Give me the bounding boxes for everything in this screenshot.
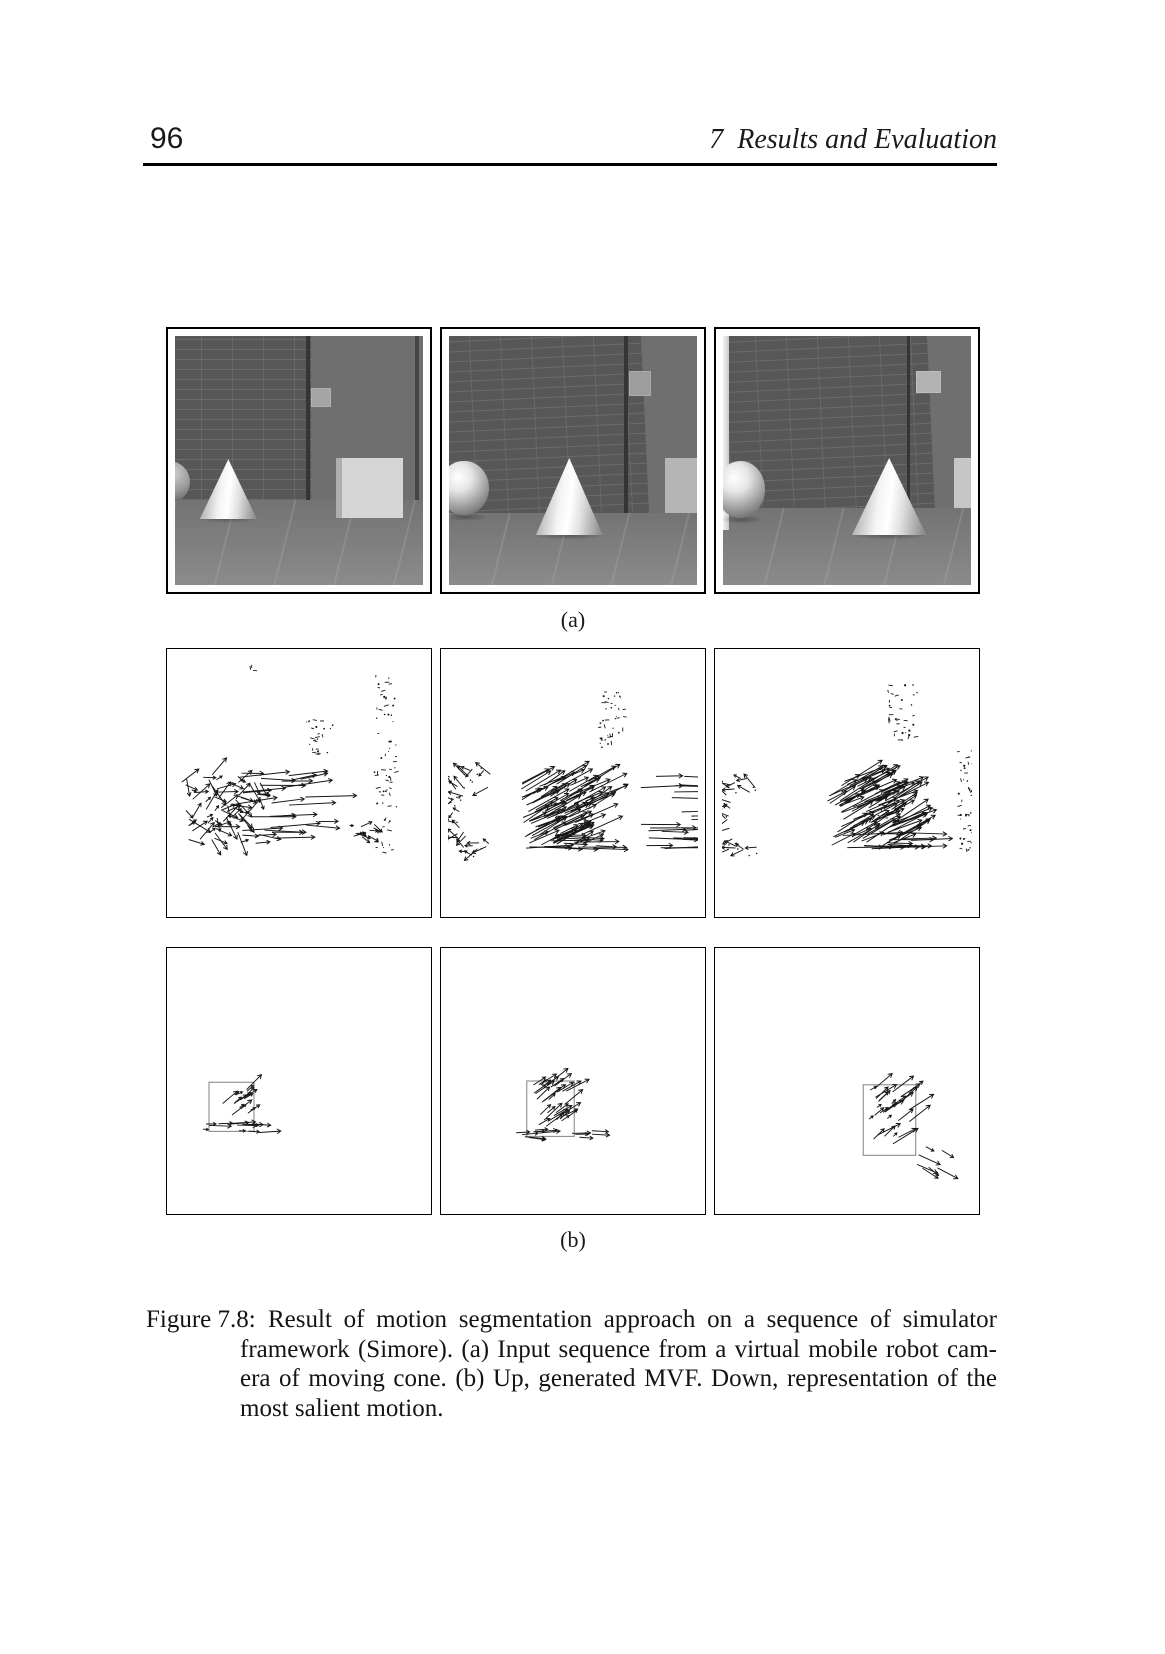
- caption-line: most salient motion.: [240, 1394, 444, 1422]
- motion-vector-field: [174, 656, 424, 910]
- figure-sublabel-a: (a): [560, 607, 586, 632]
- scene-panel-1: [166, 327, 432, 594]
- salient-motion-field: [722, 955, 972, 1207]
- mvf-panel-2: [440, 648, 706, 918]
- figure-caption-body: [240, 1305, 997, 1423]
- salient-panel-2: [440, 947, 706, 1215]
- scene-panel-2: [440, 327, 706, 594]
- wall-sign: [629, 371, 651, 396]
- motion-vector-field: [722, 656, 972, 910]
- cube-side-face: [336, 458, 341, 518]
- figure-caption-label: Figure 7.8:: [146, 1306, 256, 1333]
- figure-row-input-sequence: [166, 327, 980, 594]
- scene-panel-3: [714, 327, 980, 594]
- caption-line: Result of motion segmentation approach on a sequence of simulator: [268, 1306, 997, 1333]
- wall-sign: [311, 388, 331, 407]
- salient-motion-field: [448, 955, 698, 1207]
- salient-motion-field: [174, 955, 424, 1207]
- motion-vector-field: [448, 656, 698, 910]
- figure-caption: [146, 1305, 997, 1423]
- scene-image-3: [723, 336, 971, 585]
- wall-sign: [916, 371, 941, 393]
- scene-image-1: [175, 336, 423, 585]
- cube: [665, 458, 697, 518]
- page-number: 96: [150, 122, 184, 155]
- figure-row-mvf: [166, 648, 980, 918]
- mvf-panel-3: [714, 648, 980, 918]
- running-header-title: 7 Results and Evaluation: [709, 124, 997, 155]
- cube: [954, 458, 971, 510]
- wall-divider: [306, 336, 310, 500]
- cube: [336, 458, 403, 518]
- salient-panel-3: [714, 947, 980, 1215]
- header-rule: [143, 163, 997, 166]
- mvf-panel-1: [166, 648, 432, 918]
- scene-image-2: [449, 336, 697, 585]
- figure-row-salient-motion: [166, 947, 980, 1215]
- wall-divider-right: [415, 336, 418, 500]
- caption-line: framework (Simore). (a) Input sequence from a virtual mobile robot cam-: [240, 1335, 997, 1363]
- caption-line: era of moving cone. (b) Up, generated MVF. Down, representation of the: [240, 1365, 997, 1392]
- salient-panel-1: [166, 947, 432, 1215]
- wall-divider: [624, 336, 628, 518]
- figure-sublabel-b: (b): [560, 1227, 586, 1252]
- brick-wall: [175, 336, 311, 510]
